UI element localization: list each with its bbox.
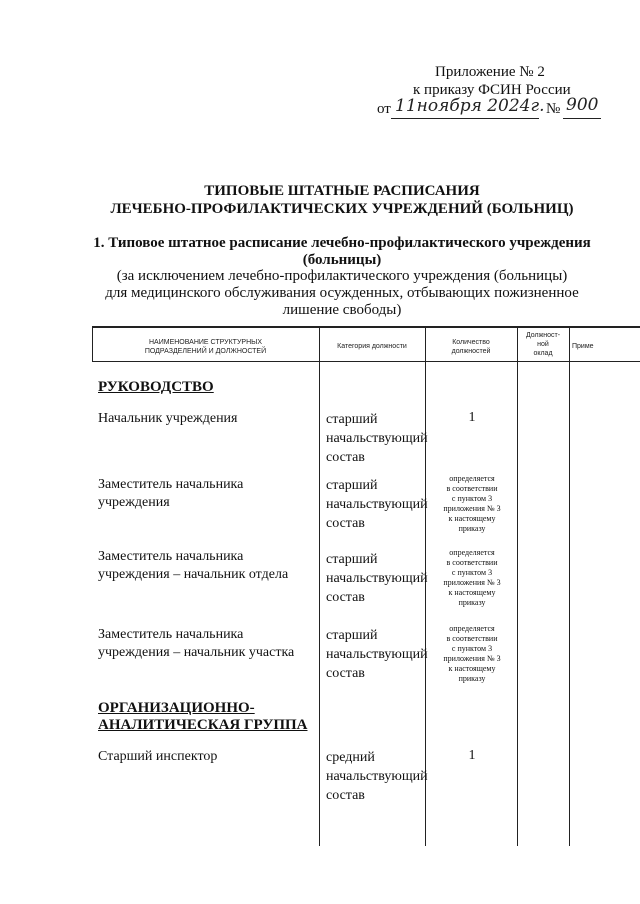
number-underline bbox=[563, 118, 601, 119]
handwritten-date: 11ноября 2024г. bbox=[395, 96, 545, 116]
document-title-line2: ЛЕЧЕБНО-ПРОФИЛАКТИЧЕСКИХ УЧРЕЖДЕНИЙ (БОЛЬНИЦ) bbox=[110, 201, 574, 217]
position-category: старший начальствующий состав bbox=[326, 478, 428, 531]
handwritten-number: 900 bbox=[566, 95, 599, 115]
schedule-title-line1: 1. Типовое штатное расписание лечебно-профилактического учреждения bbox=[93, 235, 591, 251]
section-title-management: РУКОВОДСТВО bbox=[98, 379, 214, 395]
position-category: старший начальствующий состав bbox=[326, 412, 428, 465]
note-line1: (за исключением лечебно-профилактического учреждения (больницы) bbox=[116, 268, 568, 284]
position-count-note: определяется в соответствии с пунктом 3 приложения № 3 к настоящему приказу bbox=[443, 624, 501, 683]
document-title-line1: ТИПОВЫЕ ШТАТНЫЕ РАСПИСАНИЯ bbox=[204, 183, 480, 199]
section-title-analytics: ОРГАНИЗАЦИОННО- АНАЛИТИЧЕСКАЯ ГРУППА bbox=[98, 700, 308, 733]
position-name: Заместитель начальника учреждения – начальник отдела bbox=[98, 549, 289, 582]
header-salary: Должност- ной оклад bbox=[525, 332, 561, 357]
staffing-table bbox=[92, 326, 640, 846]
position-name: Старший инспектор bbox=[98, 749, 218, 764]
table-header-border bbox=[92, 361, 640, 362]
position-count: 1 bbox=[468, 410, 476, 425]
position-count-note: определяется в соответствии с пунктом 3 приложения № 3 к настоящему приказу bbox=[443, 548, 501, 607]
header-count: Количество должностей bbox=[451, 339, 491, 355]
header-notes: Приме bbox=[572, 343, 594, 350]
position-name: Заместитель начальника учреждения – начальник участка bbox=[98, 627, 295, 660]
note-line3: лишение свободы) bbox=[282, 302, 402, 318]
position-name: Начальник учреждения bbox=[98, 411, 238, 426]
schedule-title-line2: (больницы) bbox=[302, 252, 382, 268]
number-prefix: № bbox=[546, 101, 561, 117]
date-prefix: от bbox=[377, 101, 391, 117]
header-name: НАИМЕНОВАНИЕ СТРУКТУРНЫХ ПОДРАЗДЕЛЕНИЙ И ДОЛЖНОСТЕЙ bbox=[144, 339, 267, 355]
table-top-border bbox=[92, 326, 640, 328]
column-divider-4 bbox=[569, 326, 570, 846]
position-category: старший начальствующий состав bbox=[326, 628, 428, 681]
position-category: средний начальствующий состав bbox=[326, 750, 428, 803]
header-category: Категория должности bbox=[337, 343, 407, 350]
date-underline bbox=[391, 118, 539, 119]
appendix-label: Приложение № 2 bbox=[435, 64, 545, 80]
order-reference: к приказу ФСИН России bbox=[413, 82, 571, 98]
column-divider-1 bbox=[319, 326, 320, 846]
position-count-note: определяется в соответствии с пунктом 3 приложения № 3 к настоящему приказу bbox=[443, 474, 501, 533]
position-count: 1 bbox=[468, 748, 476, 763]
position-name: Заместитель начальника учреждения bbox=[98, 477, 244, 510]
position-category: старший начальствующий состав bbox=[326, 552, 428, 605]
note-line2: для медицинского обслуживания осужденных, отбывающих пожизненное bbox=[105, 285, 579, 301]
